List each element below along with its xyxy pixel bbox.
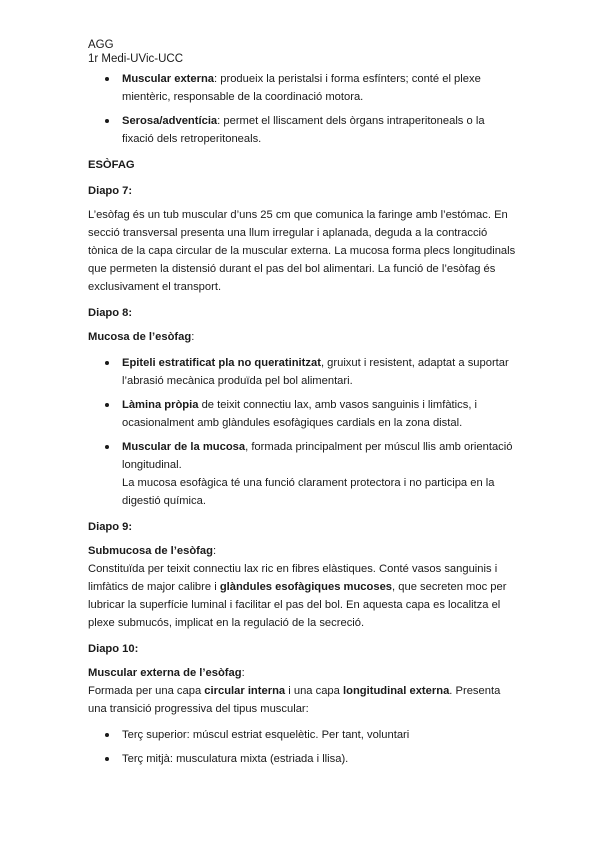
bullet-term: Epiteli estratificat pla no queratinitzat	[122, 357, 321, 369]
header-course: 1r Medi-UVic-UCC	[88, 53, 183, 65]
list-item	[88, 112, 518, 148]
diapo-10-block	[88, 664, 518, 718]
page-header	[88, 38, 183, 66]
text-part: Constituïda per teixit connectiu lax ric en fibres elàstiques. Conté vasos sanguinis i limfàtics de major calibre i	[88, 563, 498, 593]
subtitle-colon: :	[241, 667, 245, 679]
bullet-text: de teixit connectiu lax, amb vasos sanguinis i limfàtics, i ocasionalment amb glàndules esofàgiques cardials en la zona distal.	[122, 399, 478, 429]
list-item	[88, 396, 518, 432]
diapo-7-text: L’esòfag és un tub muscular d’uns 25 cm que comunica la faringe amb l’estómac. En secció transversal presenta una llum irregular i aplanada, deguda a la contracció tònica de la capa circular de la muscular externa. La mucosa forma plecs longitudinals que permeten la distensió durant el pas del bol alimentari. La funció de l’esòfag és exclusivament el transport.	[88, 209, 516, 293]
bullet-term: Muscular de la mucosa	[122, 441, 246, 453]
diapo-8-subtitle	[88, 328, 518, 346]
diapo-10-title: Diapo 10:	[88, 643, 139, 655]
document-body	[88, 70, 518, 774]
subtitle-colon: :	[212, 545, 217, 557]
diapo-8-title: Diapo 8:	[88, 307, 133, 319]
bullet-extra-text: La mucosa esofàgica té una funció clarament protectora i no participa en la digestió química.	[122, 477, 495, 507]
list-item	[88, 438, 518, 510]
section-title: ESÒFAG	[88, 159, 135, 171]
mucosa-bullet-list	[88, 354, 518, 510]
muscular-bullet-list	[88, 726, 518, 768]
subtitle-text: Submucosa de l’esòfag	[88, 545, 213, 557]
diapo-9-block	[88, 542, 518, 632]
text-part: i una capa	[285, 685, 343, 697]
bullet-text: , gruixut i resistent, adaptat a suportar l’abrasió mecànica produïda pel bol alimentari.	[122, 357, 509, 387]
text-part: , que secreten moc per lubricar la superfície luminal i facilitar el pas del bol. En aquesta capa es localitza el plexe submucós, implicat en la regulació de la secreció.	[88, 581, 507, 629]
diapo-9-title: Diapo 9:	[88, 521, 133, 533]
bullet-text: , formada principalment per múscul llis amb orientació longitudinal.	[122, 441, 513, 471]
text-part: . Presenta una transició progressiva del tipus muscular:	[88, 685, 501, 715]
bullet-text: : produeix la peristalsi i forma esfínters; conté el plexe mientèric, responsable de la coordinació motora.	[122, 73, 481, 103]
list-item	[88, 726, 518, 744]
list-item	[88, 354, 518, 390]
diapo-10-text	[88, 682, 518, 718]
text-bold-part: circular interna	[204, 685, 286, 697]
bullet-term: Muscular externa	[122, 73, 215, 85]
bullet-text: Terç mitjà: musculatura mixta (estriada i llisa).	[122, 753, 349, 765]
text-bold-part: glàndules esofàgiques mucoses	[219, 581, 393, 593]
list-item	[88, 70, 518, 106]
bullet-term: Serosa/adventícia	[122, 115, 218, 127]
bullet-term: Làmina pròpia	[122, 399, 199, 411]
bullet-text: : permet el lliscament dels òrgans intraperitoneals o la fixació dels retroperitoneals.	[122, 115, 485, 145]
diapo-9-text	[88, 560, 518, 632]
text-bold-part: longitudinal externa	[343, 685, 450, 697]
diapo-7-title: Diapo 7:	[88, 185, 133, 197]
bullet-text: Terç superior: múscul estriat esquelètic. Per tant, voluntari	[122, 729, 410, 741]
text-part: Formada per una capa	[88, 685, 205, 697]
subtitle-colon: :	[191, 331, 195, 343]
subtitle-text: Mucosa de l’esòfag	[88, 331, 192, 343]
list-item	[88, 750, 518, 768]
subtitle-text: Muscular externa de l’esòfag	[88, 667, 242, 679]
top-bullet-list	[88, 70, 518, 148]
header-author: AGG	[88, 39, 114, 51]
